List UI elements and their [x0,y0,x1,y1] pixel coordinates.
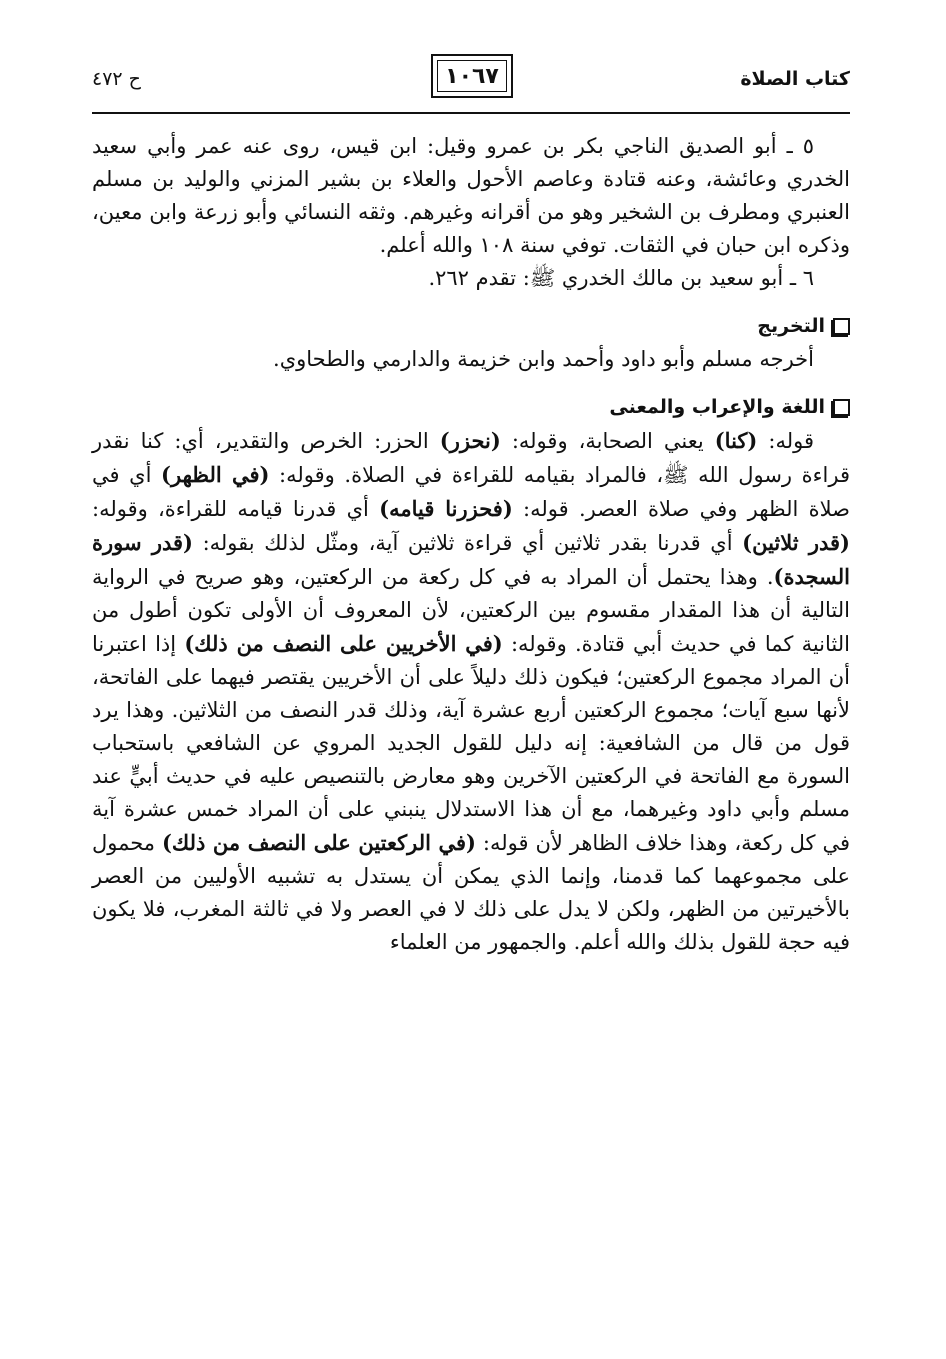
body-text: أي قدرنا قيامه للقراءة، وقوله: [92,497,380,521]
body-text: الحزر: الخرص والتقدير، أي: كنا نقدر قراءة رسول الله ﷺ، فالمراد بقيامه للقراءة في الصلاة. وقوله: [92,429,850,487]
lugha-heading [92,390,850,424]
lugha-paragraph [92,424,850,959]
quoted-term: (في الركعتين على النصف من ذلك) [161,830,476,855]
quoted-term: (فحزرنا قيامه) [379,496,513,521]
quoted-term: (قدر ثلاثين) [742,530,850,555]
checkbox-square-icon [833,399,850,416]
narrator-5-paragraph: ٥ ـ أبو الصديق الناجي بكر بن عمرو وقيل: ابن قيس، روى عنه عمر وأبي سعيد الخدري وعائشة، وعنه قتادة وعاصم الأحول والعلاء بن بشير المزني والوليد بن مسلم العنبري ومطرف بن الشخير وهو من أقرانه وغيرهم. وثقه النسائي وأبو زرعة وابن معين، وذكره ابن حبان في الثقات. توفي سنة ١٠٨ والله أعلم. [92,134,850,257]
hadith-reference: ح ٤٧٢ [92,68,141,90]
takhrij-heading [92,309,850,343]
running-title: كتاب الصلاة [740,68,850,90]
quoted-term: (في الظهر) [161,462,270,487]
quoted-term: (نحزر) [439,428,501,453]
takhrij-heading-text: التخريج [757,315,825,337]
body-text: أي قدرنا بقدر ثلاثين أي قراءة ثلاثين آية، ومثّل لذلك بقوله: [192,531,743,555]
quoted-term: (في الأخريين على النصف من ذلك) [184,631,503,656]
page-number: ١٠٦٧ [437,60,507,92]
quoted-term: (كنا) [714,428,758,453]
page-body [92,130,850,959]
body-text: إذا اعتبرنا أن المراد مجموع الركعتين؛ فيكون ذلك دليلاً على أن الأخريين يقتصر فيهما على الفاتحة، لأنها سبع آيات؛ مجموع الركعتين أربع عشرة آية، وذلك قدر النصف من الثلاثين. وهذا يرد قول من قال من الشافعية: إنه دليل للقول الجديد المروي عن الشافعي باستحباب السورة مع الفاتحة في الركعتين الآخرين وهو معارض بالتنصيص عليه في حديث أبيٍّ عند مسلم وأبي داود وغيرهما، مع أن هذا الاستدلال ينبني على أن المراد خمس عشرة آية في كل ركعة، وهذا خلاف الظاهر لأن قوله: [92,632,850,855]
lugha-heading-text: اللغة والإعراب والمعنى [609,396,825,418]
takhrij-paragraph: أخرجه مسلم وأبو داود وأحمد وابن خزيمة والدارمي والطحاوي. [273,347,814,371]
page-header [92,50,850,114]
book-page [92,50,850,959]
body-text: محمول على مجموعهما كما قدمنا، وإنما الذي يمكن أن يستدل به تشبيه الأوليين من العصر بالأخيرتين من الظهر، ولكن لا يدل على ذلك لا في العصر ولا في ثالثة المغرب، فلا يكون فيه حجة للقول بذلك والله أعلم. والجمهور من العلماء [92,831,850,954]
body-text: يعني الصحابة، وقوله: [500,429,715,453]
checkbox-square-icon [833,318,850,335]
page-number-frame [431,54,513,98]
narrator-6-paragraph: ٦ ـ أبو سعيد بن مالك الخدري ﷺ: تقدم ٢٦٢. [428,266,814,290]
quoted-term: (قدر سورة السجدة) [92,530,850,589]
body-text: قوله: [757,429,815,453]
body-text: . وهذا يحتمل أن المراد به في كل ركعة من الركعتين، وهو صريح في الرواية التالية أن هذا المقدار مقسوم بين الركعتين، لأن المعروف أن الأولى تكون أطول من الثانية كما في حديث أبي قتادة. وقوله: [92,565,850,656]
body-text: أي في صلاة الظهر وفي صلاة العصر. قوله: [92,463,850,521]
